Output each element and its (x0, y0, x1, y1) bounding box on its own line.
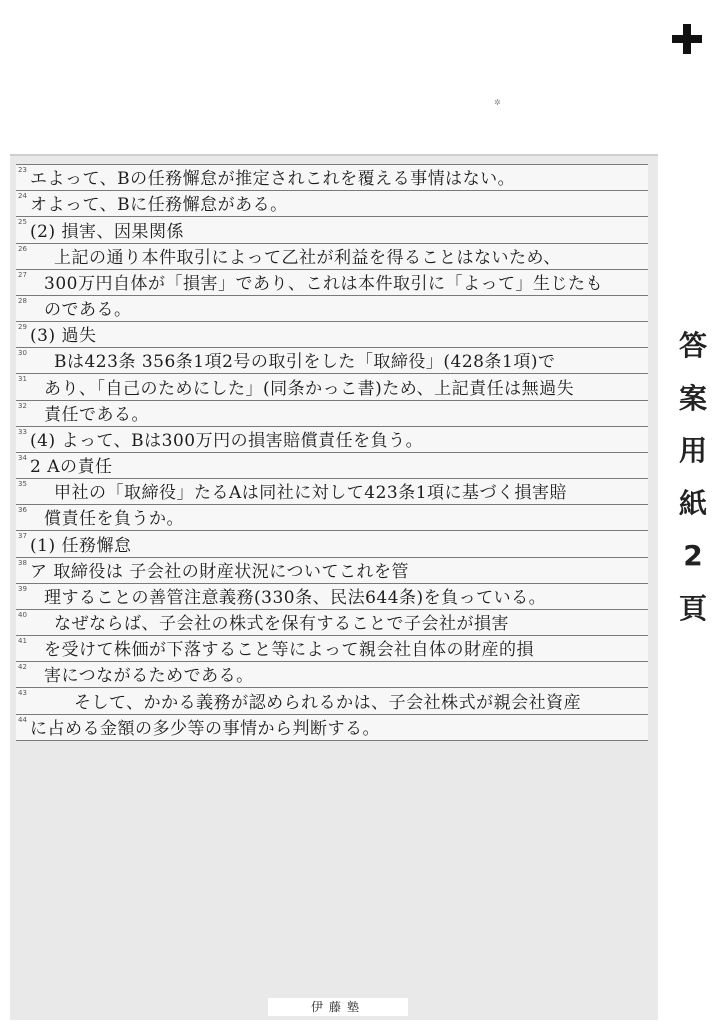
line-number: 40 (18, 610, 27, 619)
answer-line (16, 348, 648, 374)
answer-line (16, 505, 648, 531)
line-text: (1) 任務懈怠 (30, 535, 132, 556)
line-text: Bは423条 356条1項2号の取引をした「取締役」(428条1項)で (54, 352, 556, 373)
line-number: 28 (18, 296, 27, 305)
line-text: あり、「自己のためにした」(同条かっこ書)ため、上記責任は無過失 (44, 378, 575, 399)
line-number: 29 (18, 323, 27, 332)
answer-line (16, 636, 648, 662)
line-text: オよって、Bに任務懈怠がある。 (30, 195, 288, 216)
line-text: 責任である。 (44, 404, 149, 425)
line-number: 42 (18, 663, 27, 672)
line-number: 23 (18, 166, 27, 174)
line-number: 35 (18, 480, 27, 489)
answer-line (16, 244, 648, 270)
line-text: そして、かかる義務が認められるかは、子会社株式が親会社資産 (74, 692, 582, 713)
line-number: 32 (18, 401, 27, 410)
answer-lines (16, 164, 648, 995)
answer-line (16, 401, 648, 427)
line-text: ア 取締役は 子会社の財産状況についてこれを管 (30, 561, 409, 582)
line-number: 44 (18, 715, 27, 724)
plus-mark-icon (672, 24, 702, 54)
answer-line (16, 479, 648, 505)
page-label-char: 紙 (678, 486, 707, 520)
page-label-char: 頁 (678, 591, 707, 625)
line-number: 43 (18, 689, 27, 698)
line-text: 甲社の「取締役」たるAは同社に対して423条1項に基づく損害賠 (54, 483, 568, 504)
line-text: (2) 損害、因果関係 (30, 221, 184, 242)
line-number: 36 (18, 506, 27, 515)
answer-line (16, 715, 648, 741)
scan-speck: ✲ (494, 98, 501, 107)
line-text: 害につながるためである。 (44, 666, 254, 687)
page-label-vertical (668, 320, 718, 635)
page-label-char: 2 (683, 539, 703, 572)
answer-line (16, 217, 648, 243)
line-number: 41 (18, 637, 27, 646)
line-number: 26 (18, 244, 27, 253)
line-number: 25 (18, 218, 27, 227)
line-text: に占める金額の多少等の事情から判断する。 (30, 718, 380, 739)
answer-line (16, 584, 648, 610)
answer-line (16, 662, 648, 688)
page-label-char: 案 (678, 381, 707, 415)
footer-label: 伊藤塾 (268, 998, 408, 1016)
line-number: 39 (18, 584, 27, 593)
page-label-char: 用 (678, 434, 707, 467)
line-text: を受けて株価が下落すること等によって親会社自体の財産的損 (44, 640, 534, 661)
answer-line (16, 610, 648, 636)
line-number: 27 (18, 270, 27, 279)
answer-line (16, 531, 648, 557)
answer-line (16, 374, 648, 400)
line-number: 31 (18, 375, 27, 384)
answer-line (16, 270, 648, 296)
line-text: なぜならば、子会社の株式を保有することで子会社が損害 (54, 614, 509, 635)
line-text: (4) よって、Bは300万円の損害賠償責任を負う。 (30, 430, 424, 451)
answer-line (16, 191, 648, 217)
line-number: 38 (18, 558, 27, 567)
line-number: 33 (18, 427, 27, 436)
line-text: 償責任を負うか。 (44, 509, 184, 530)
answer-line (16, 688, 648, 714)
line-text: エよって、Bの任務懈怠が推定されこれを覆える事情はない。 (30, 169, 516, 190)
line-text: のである。 (44, 300, 132, 321)
answer-line (16, 322, 648, 348)
line-number: 24 (18, 192, 27, 201)
answer-line (16, 453, 648, 479)
answer-line (16, 558, 648, 584)
line-text: 300万円自体が「損害」であり、これは本件取引に「よって」生じたも (44, 273, 603, 294)
line-number: 30 (18, 349, 27, 358)
page-label-char: 答 (678, 329, 707, 362)
answer-line (16, 164, 648, 191)
answer-line (16, 296, 648, 322)
line-text: (3) 過失 (30, 326, 97, 347)
line-number: 37 (18, 532, 27, 541)
line-text: 2 Aの責任 (30, 457, 113, 478)
line-number: 34 (18, 453, 27, 462)
line-text: 上記の通り本件取引によって乙社が利益を得ることはないため、 (54, 247, 561, 268)
line-text: 理することの善管注意義務(330条、民法644条)を負っている。 (44, 587, 547, 608)
answer-line (16, 427, 648, 453)
sheet-top-edge (10, 154, 658, 156)
